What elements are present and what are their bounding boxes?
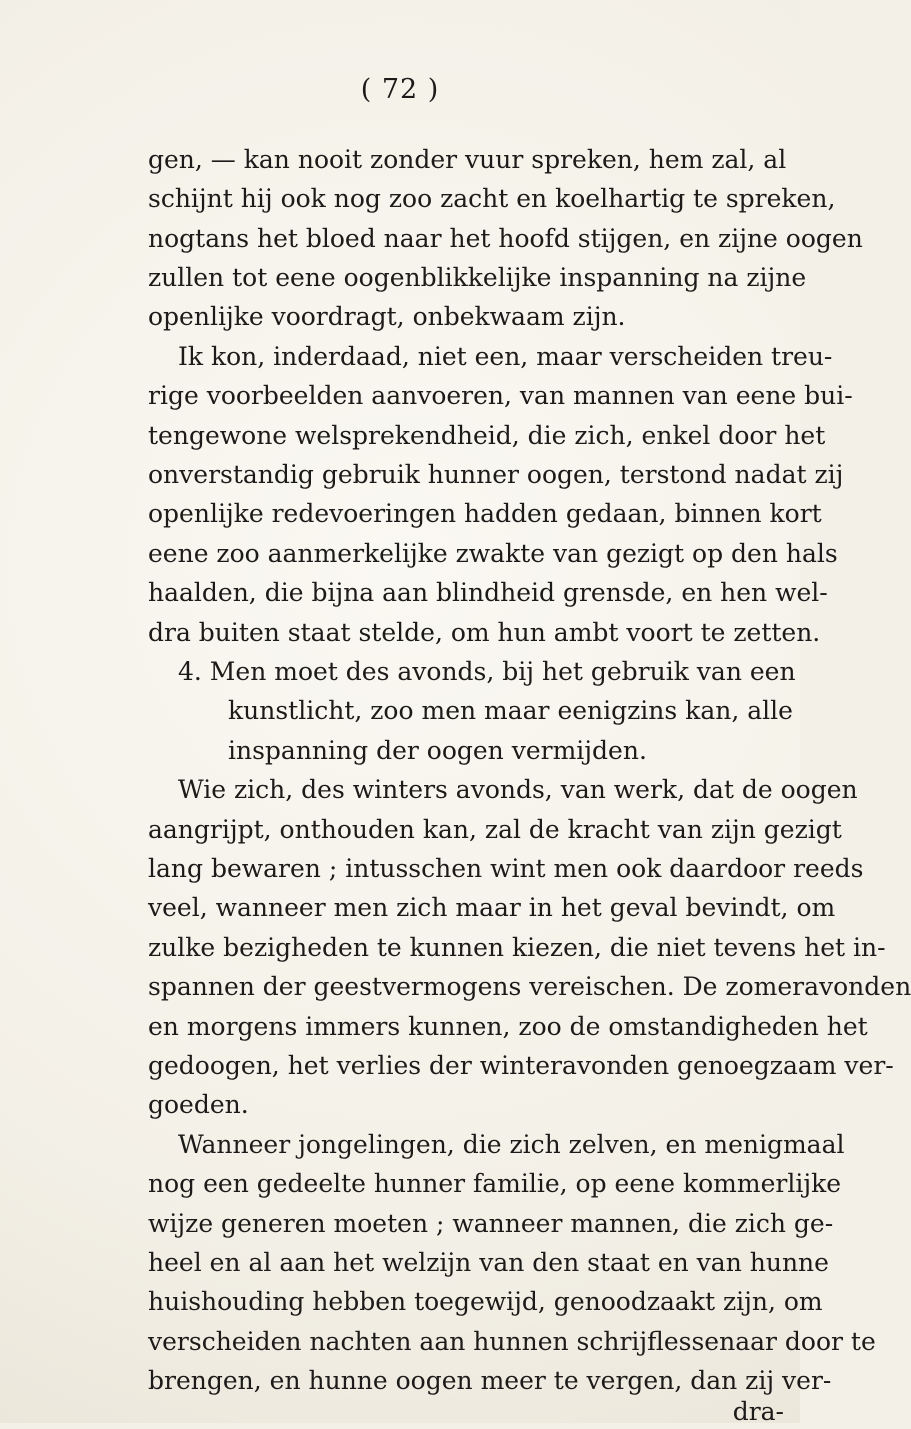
text-line: rige voorbeelden aanvoeren, van mannen van eene bui- [148, 381, 853, 410]
text-line: lang bewaren ; intusschen wint men ook daardoor reeds [148, 854, 864, 883]
text-line: onverstandig gebruik hunner oogen, terstond nadat zij [148, 460, 844, 489]
text-line: spannen der geestvermogens vereischen. De zomeravonden [148, 972, 911, 1001]
text-line: tengewone welsprekendheid, die zich, enkel door het [148, 421, 826, 450]
text-line: heel en al aan het welzijn van den staat en van hunne [148, 1248, 829, 1277]
text-line: wijze generen moeten ; wanneer mannen, die zich ge- [148, 1209, 834, 1238]
text-line: 4. Men moet des avonds, bij het gebruik van een [178, 657, 796, 686]
text-line: goeden. [148, 1090, 249, 1119]
text-line: gedoogen, het verlies der winteravonden genoegzaam ver- [148, 1051, 894, 1080]
text-line: inspanning der oogen vermijden. [228, 736, 647, 765]
text-line: dra buiten staat stelde, om hun ambt voort te zetten. [148, 618, 821, 647]
text-line: verscheiden nachten aan hunnen schrijflessenaar door te [148, 1327, 876, 1356]
text-line: nog een gedeelte hunner familie, op eene kommerlijke [148, 1169, 842, 1198]
text-line: openlijke voordragt, onbekwaam zijn. [148, 302, 626, 331]
text-line: zulke bezigheden te kunnen kiezen, die niet tevens het in- [148, 933, 886, 962]
text-line: aangrijpt, onthouden kan, zal de kracht van zijn gezigt [148, 815, 842, 844]
text-line: Wanneer jongelingen, die zich zelven, en menigmaal [178, 1130, 845, 1159]
text-line: en morgens immers kunnen, zoo de omstandigheden het [148, 1012, 868, 1041]
text-line: openlijke redevoeringen hadden gedaan, binnen kort [148, 499, 822, 528]
text-line: brengen, en hunne oogen meer te vergen, dan zij ver- [148, 1366, 832, 1395]
text-line: gen, — kan nooit zonder vuur spreken, hem zal, al [148, 145, 787, 174]
catchword: dra- [732, 1397, 784, 1426]
text-line: nogtans het bloed naar het hoofd stijgen, en zijne oogen [148, 224, 863, 253]
page-number-header: ( 72 ) [360, 74, 440, 105]
text-line: schijnt hij ook nog zoo zacht en koelhartig te spreken, [148, 184, 836, 213]
text-line: eene zoo aanmerkelijke zwakte van gezigt op den hals [148, 539, 838, 568]
text-line: zullen tot eene oogenblikkelijke inspanning na zijne [148, 263, 807, 292]
text-line: Ik kon, inderdaad, niet een, maar verscheiden treu- [178, 342, 833, 371]
text-line: huishouding hebben toegewijd, genoodzaakt zijn, om [148, 1287, 823, 1316]
text-line: veel, wanneer men zich maar in het geval bevindt, om [148, 893, 836, 922]
text-line: haalden, die bijna aan blindheid grensde, en hen wel- [148, 578, 828, 607]
text-line: Wie zich, des winters avonds, van werk, dat de oogen [178, 775, 858, 804]
text-line: kunstlicht, zoo men maar eenigzins kan, alle [228, 696, 793, 725]
